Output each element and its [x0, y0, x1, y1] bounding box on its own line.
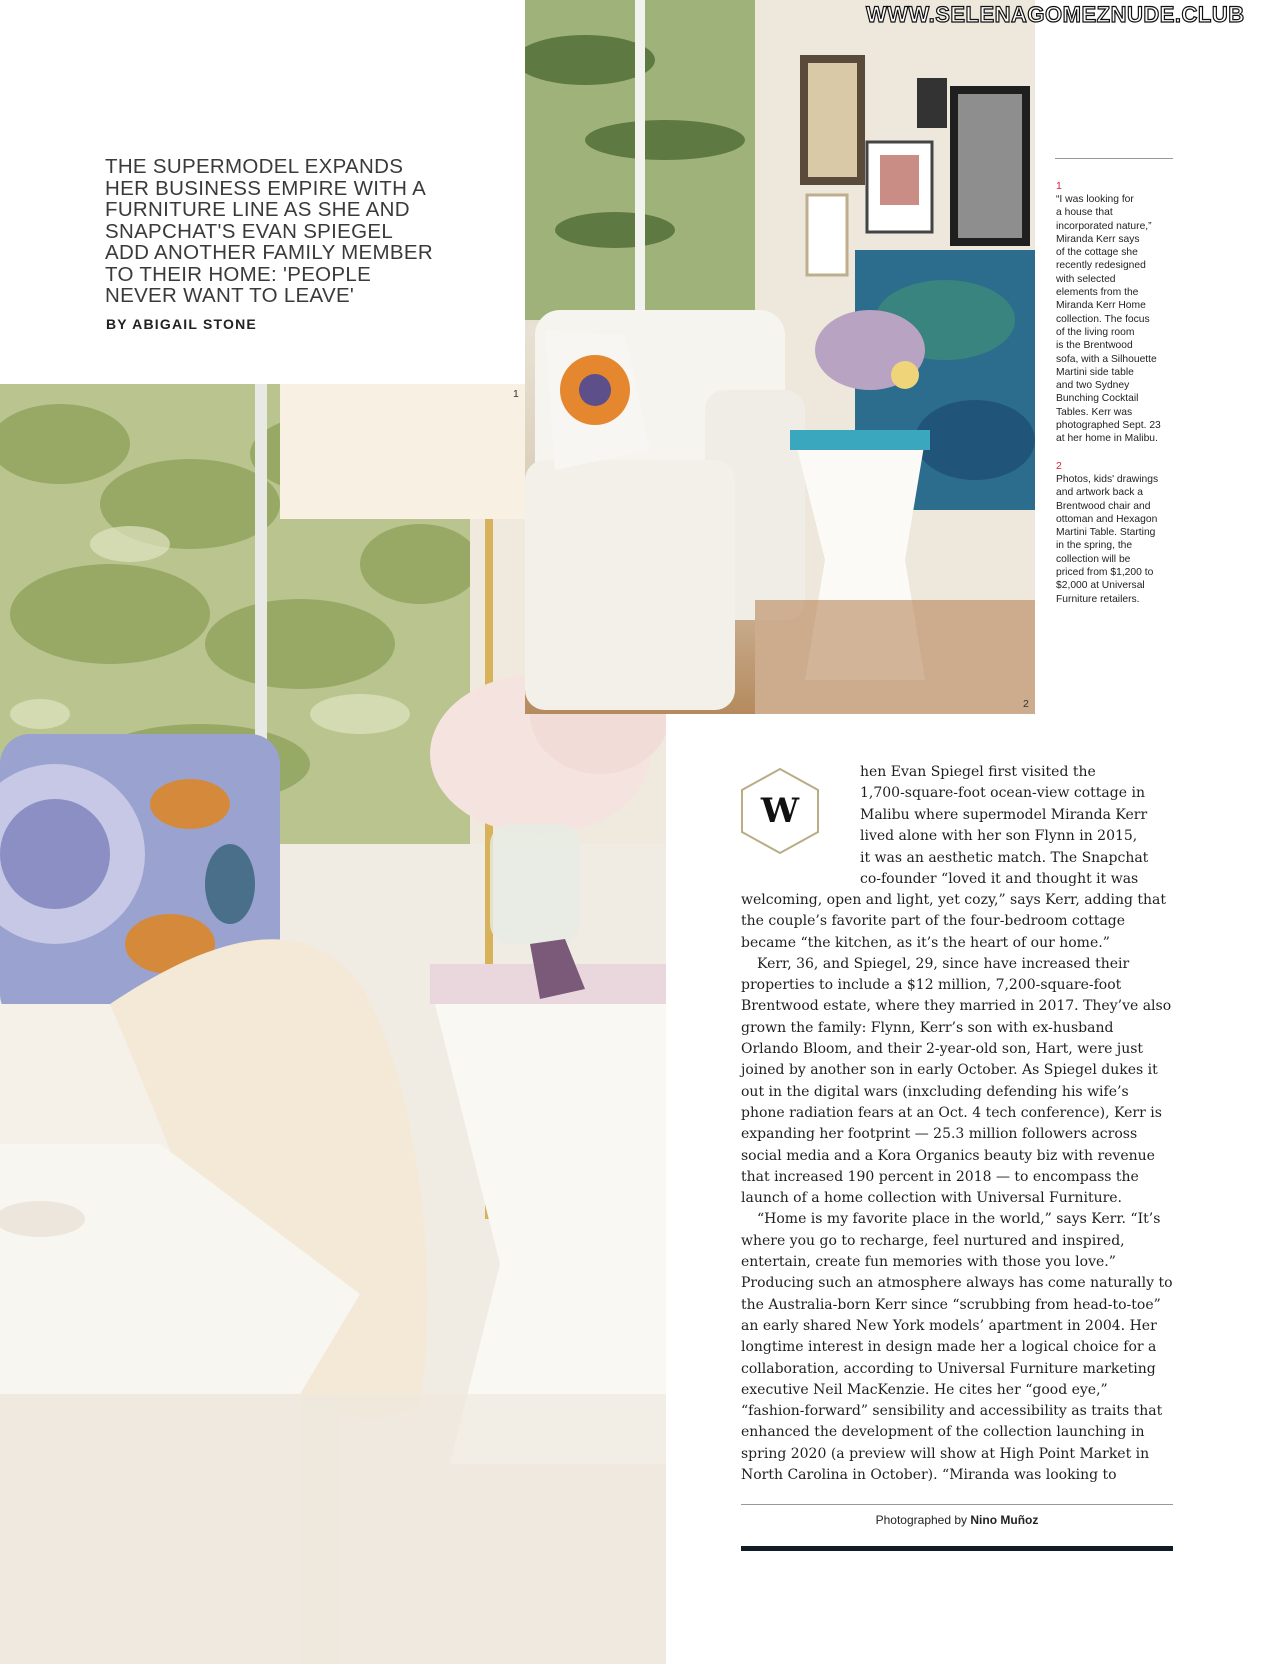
- deck-line: NEVER WANT TO LEAVE': [105, 284, 355, 307]
- caption-1: [1056, 180, 1176, 446]
- caption-line: sofa, with a Silhouette: [1056, 353, 1157, 365]
- caption-line: collection will be: [1056, 553, 1131, 565]
- caption-line: $2,000 at Universal: [1056, 580, 1145, 592]
- caption-line: Martini Table. Starting: [1056, 527, 1156, 539]
- caption-line: Bunching Cocktail: [1056, 393, 1139, 405]
- caption-line: and artwork back a: [1056, 487, 1143, 499]
- credit-divider: [741, 1504, 1173, 1505]
- photo-corner-chair: [525, 0, 1035, 714]
- caption-line: photographed Sept. 23: [1056, 420, 1161, 432]
- caption-line: Furniture retailers.: [1056, 593, 1140, 605]
- watermark: WWW.SELENAGOMEZNUDE.CLUB: [866, 2, 1245, 27]
- byline: BY ABIGAIL STONE: [106, 316, 257, 332]
- deck-line: HER BUSINESS EMPIRE WITH A: [105, 176, 427, 200]
- deck-line: THE SUPERMODEL EXPANDS: [105, 155, 404, 178]
- credit-prefix: Photographed by: [875, 1513, 968, 1527]
- bottom-rule: [741, 1546, 1173, 1551]
- intro-line: co-founder “loved it and thought it was: [860, 871, 1139, 888]
- caption-line: recently redesigned: [1056, 260, 1146, 272]
- caption-number: 2: [1056, 460, 1062, 472]
- caption-line: Photos, kids' drawings: [1056, 474, 1159, 485]
- caption-text: [1056, 193, 1176, 446]
- photographer-name: Nino Muñoz: [970, 1513, 1039, 1527]
- paragraph: welcoming, open and light, yet cozy,” says Kerr, adding that the couple’s favorite part of the four-bedroom cottage became “the kitchen, as it’s the heart of our home.”: [741, 892, 1167, 951]
- caption-line: collection. The focus: [1056, 313, 1150, 325]
- photo-credit: [741, 1513, 1173, 1527]
- caption-line: with selected: [1056, 273, 1116, 285]
- caption-line: incorporated nature,”: [1056, 220, 1152, 232]
- caption-line: “I was looking for: [1056, 194, 1134, 205]
- intro-line: Malibu where supermodel Miranda Kerr: [860, 806, 1148, 823]
- caption-line: Miranda Kerr Home: [1056, 300, 1146, 312]
- intro-line: it was an aesthetic match. The Snapchat: [860, 849, 1149, 866]
- paragraph: “Home is my favorite place in the world,” says Kerr. “It’s where you go to recharge, feel nurtured and inspired, entertain, create fun memories with those you love.” Producing such an atmosphere always has come naturally to the Australia-born Kerr since “scrubbing from head-to-toe” an early shared New York models’ apartment in 2004. Her longtime interest in design made her a logical choice for a collaboration, according to Universal Furniture marketing executive Neil MacKenzie. He cites her “good eye,” “fashion-forward” sensibility and accessibility as traits that enhanced the development of the collection launching in spring 2020 (a preview will show at High Point Market in North Carolina in October). “Miranda was looking to: [741, 1211, 1173, 1484]
- deck-line: ADD ANOTHER FAMILY MEMBER: [105, 241, 433, 264]
- caption-line: is the Brentwood: [1056, 340, 1133, 352]
- intro-line: hen Evan Spiegel first visited the: [860, 764, 1096, 780]
- caption-line: Martini side table: [1056, 366, 1134, 378]
- caption-line: elements from the: [1056, 287, 1139, 299]
- deck-line: SNAPCHAT'S EVAN SPIEGEL: [105, 219, 394, 243]
- caption-line: of the cottage she: [1056, 247, 1138, 259]
- photo-number-1: 1: [513, 388, 519, 400]
- caption-line: Tables. Kerr was: [1056, 406, 1133, 418]
- caption-line: Miranda Kerr says: [1056, 233, 1140, 245]
- article-intro: [860, 762, 1170, 890]
- paragraph: Kerr, 36, and Spiegel, 29, since have increased their properties to include a $12 million, 7,200-square-foot Brentwood estate, where they married in 2017. They’ve also grown the family: Flynn, Kerr’s son with ex-husband Orlando Bloom, and their 2-year-old son, Hart, were just joined by another son in early October. As Spiegel dukes it out in the digital wars (inxcluding defending his wife’s phone radiation fears at an Oct. 4 tech conference), Kerr is expanding her footprint — 25.3 million followers across social media and a Kora Organics beauty biz with revenue that increased 190 percent in 2018 — to encompass the launch of a home collection with Universal Furniture.: [741, 955, 1172, 1207]
- headline-deck: [105, 156, 465, 307]
- caption-divider: [1055, 158, 1173, 159]
- caption-line: ottoman and Hexagon: [1056, 513, 1158, 525]
- drop-cap: W: [760, 791, 800, 831]
- photo-number-2: 2: [1023, 698, 1029, 710]
- caption-number: 1: [1056, 180, 1062, 192]
- caption-line: a house that: [1056, 207, 1113, 219]
- caption-line: of the living room: [1056, 326, 1135, 338]
- intro-line: lived alone with her son Flynn in 2015,: [860, 828, 1138, 845]
- caption-line: Brentwood chair and: [1056, 500, 1151, 512]
- caption-line: in the spring, the: [1056, 540, 1133, 552]
- caption-2: [1056, 460, 1176, 606]
- corner-chair-illustration: [525, 0, 1035, 714]
- intro-line: 1,700-square-foot ocean-view cottage in: [860, 785, 1145, 802]
- caption-line: and two Sydney: [1056, 380, 1130, 392]
- article-body: [741, 890, 1173, 1486]
- deck-line: TO THEIR HOME: 'PEOPLE: [105, 262, 372, 286]
- caption-text: [1056, 473, 1176, 606]
- caption-line: at her home in Malibu.: [1056, 433, 1158, 445]
- caption-line: priced from $1,200 to: [1056, 567, 1154, 579]
- deck-line: FURNITURE LINE AS SHE AND: [105, 198, 410, 221]
